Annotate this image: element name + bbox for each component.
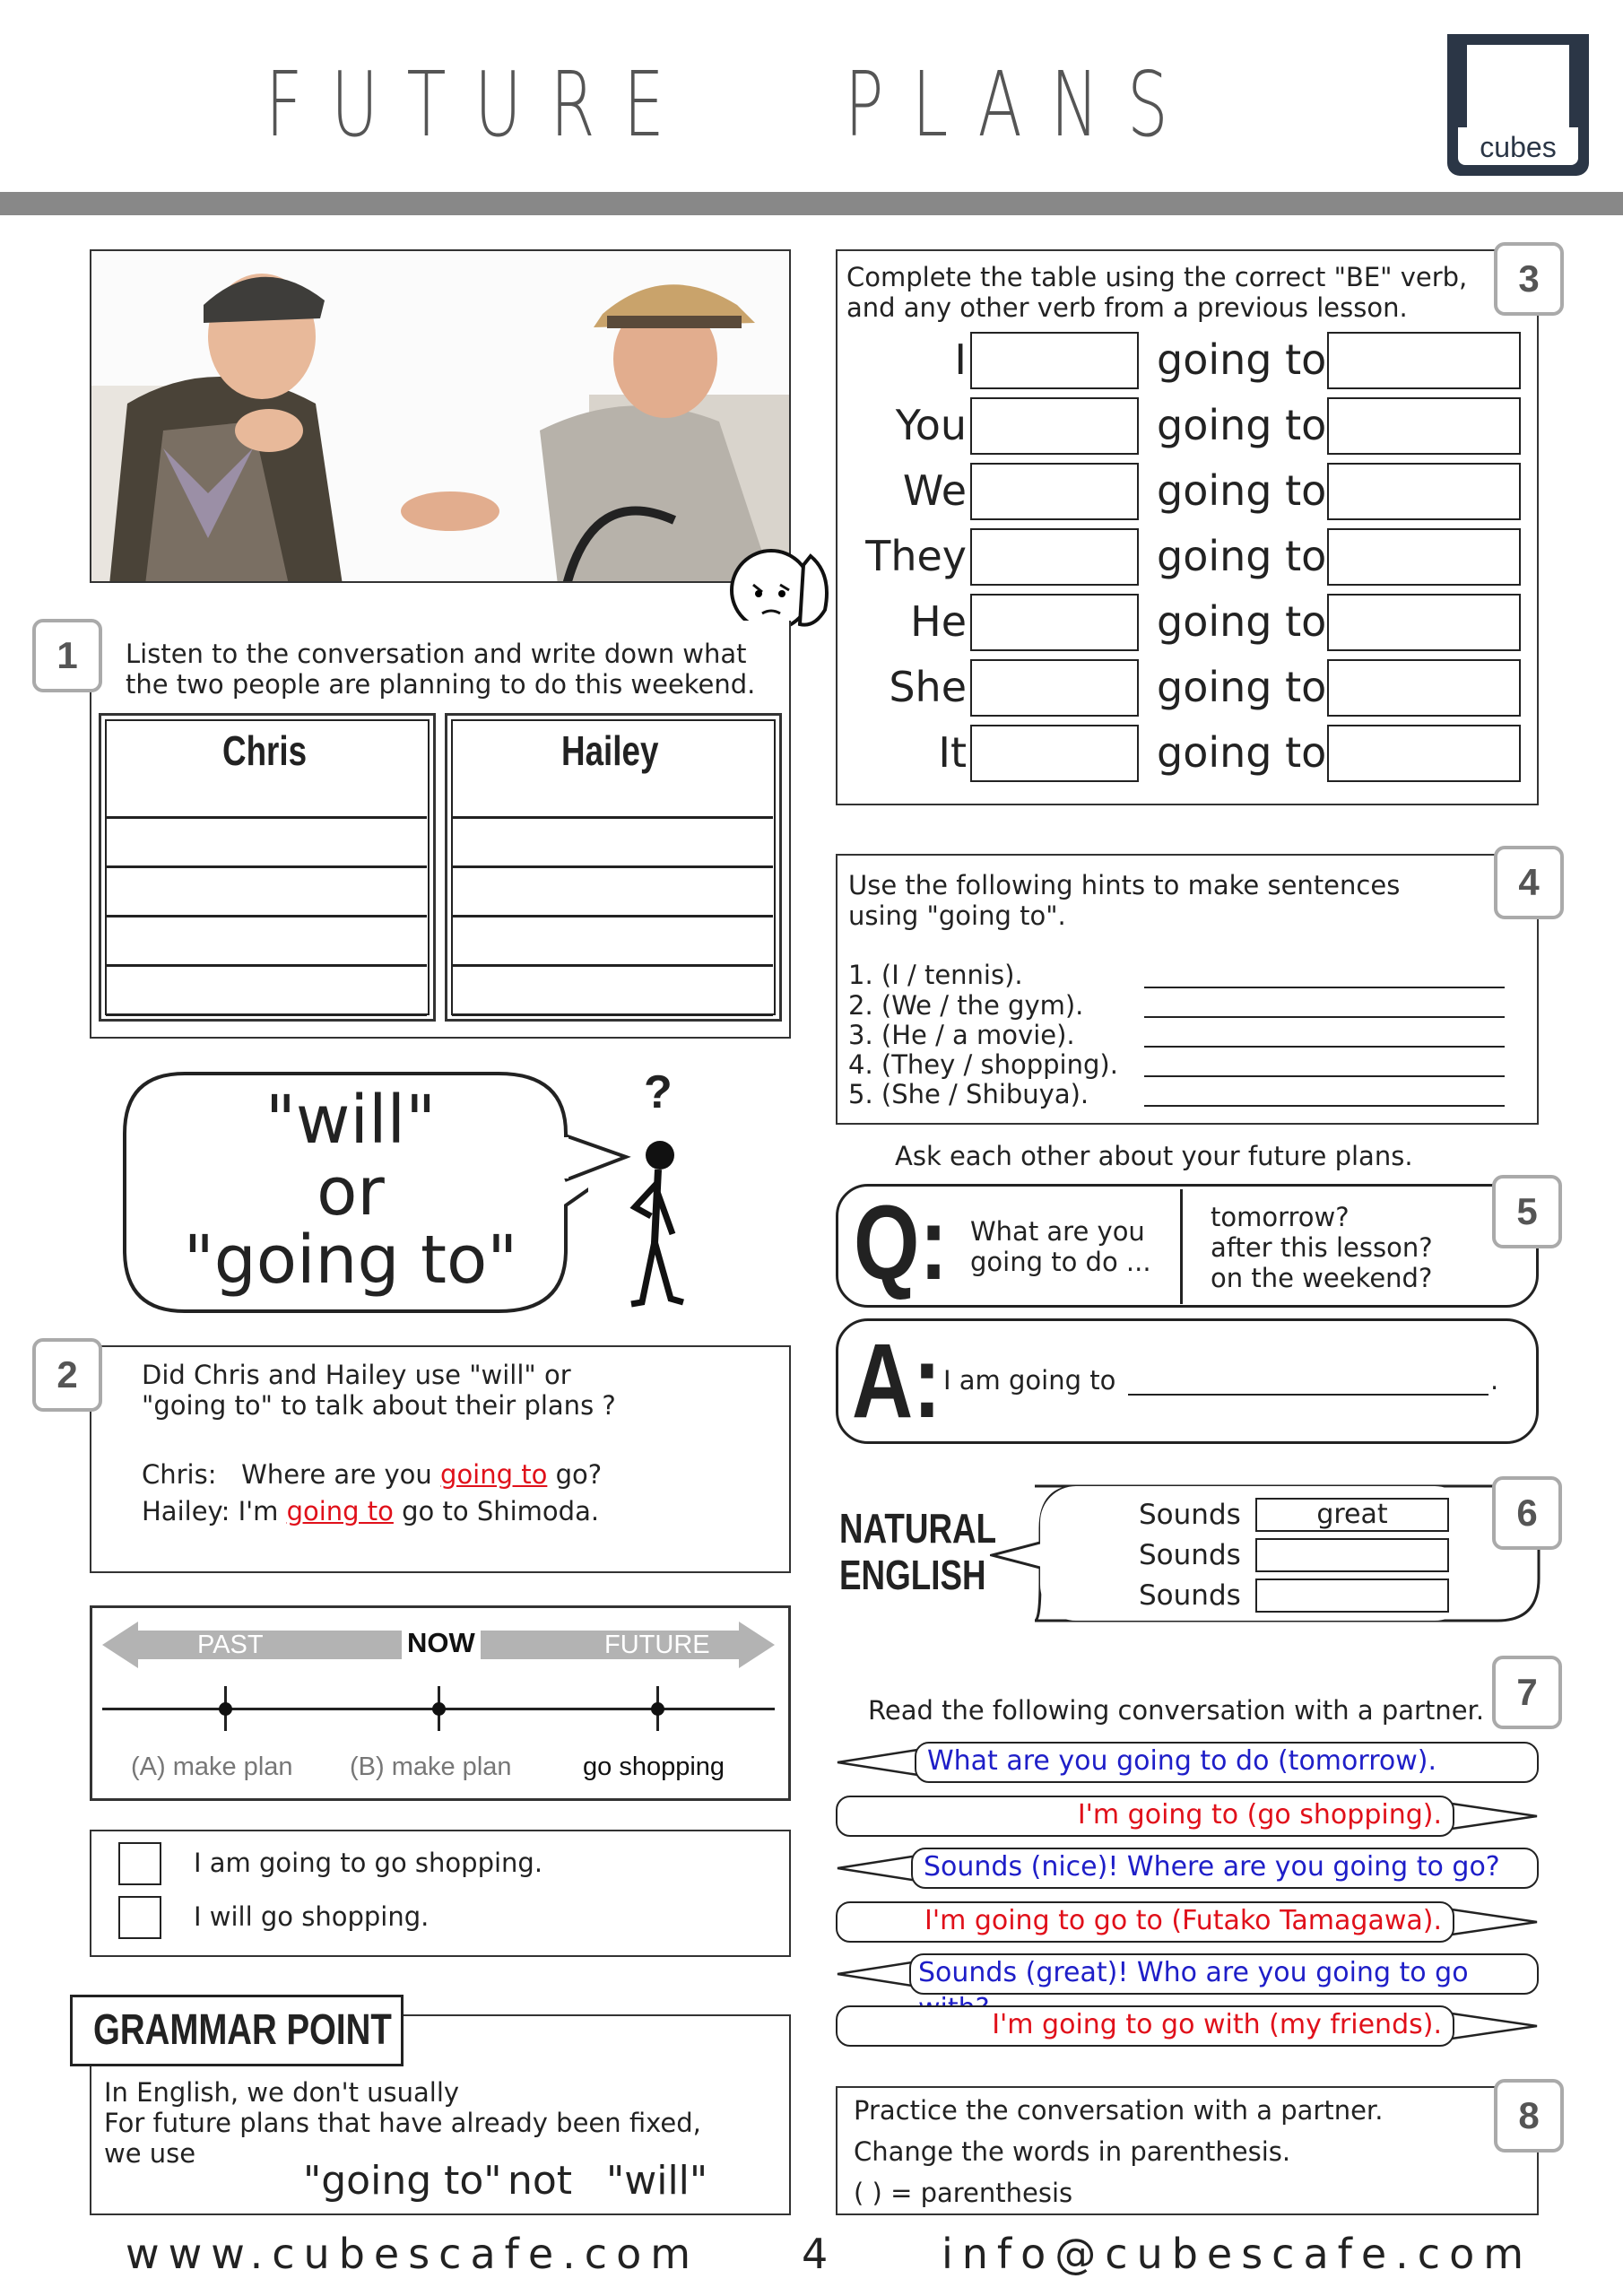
subject-label: You	[895, 401, 967, 449]
answer-line	[106, 1013, 427, 1016]
tail-right	[1444, 1901, 1539, 1943]
answer-line	[452, 865, 773, 868]
hint-answer-line	[1144, 1105, 1505, 1107]
section5-intro: Ask each other about your future plans.	[895, 1141, 1413, 1171]
subject-label: They	[865, 532, 967, 580]
be-verb-blank[interactable]	[970, 397, 1139, 455]
verb-blank[interactable]	[1327, 397, 1521, 455]
highlight-going-to: going to	[286, 1496, 394, 1526]
hint-answer-line	[1144, 1075, 1505, 1077]
question-mark: ?	[644, 1066, 673, 1118]
grammar-line1: In English, we don't usually	[104, 2077, 460, 2108]
chris-column-header: Chris	[222, 727, 308, 774]
section3-number: 3	[1494, 242, 1564, 316]
timeline-label-a: (A) make plan	[131, 1752, 293, 1781]
be-verb-blank[interactable]	[970, 332, 1139, 389]
subject-label: He	[910, 597, 967, 646]
tail-right	[1444, 2005, 1539, 2047]
timeline-label-c: go shopping	[583, 1752, 725, 1781]
subject-label: It	[938, 728, 967, 777]
timeline-label-b: (B) make plan	[350, 1752, 512, 1781]
answer-line	[452, 1013, 773, 1016]
going-to-label: going to	[1157, 597, 1327, 646]
answer-line	[106, 816, 427, 819]
option-will: I will go shopping.	[194, 1901, 430, 1932]
section7-number: 7	[1492, 1656, 1562, 1729]
conversation-line: I'm going to go with (my friends).	[836, 2005, 1454, 2047]
hint-item: 3. (He / a movie).	[848, 1020, 1075, 1050]
hailey-line: Hailey: I'm going to go to Shimoda.	[142, 1496, 600, 1526]
section2-question: Did Chris and Hailey use "will" or "going to" to talk about their plans ?	[142, 1360, 616, 1421]
conversation-line: I'm going to (go shopping).	[836, 1796, 1454, 1837]
sounds-blank[interactable]	[1255, 1538, 1449, 1572]
tail-right	[1444, 1796, 1539, 1837]
hint-answer-line	[1144, 987, 1505, 988]
highlight-going-to: going to	[440, 1459, 548, 1490]
going-to-label: going to	[1157, 728, 1327, 777]
tail-left	[836, 1742, 925, 1783]
sounds-word: Sounds	[1139, 1579, 1241, 1612]
subject-label: I	[954, 335, 967, 384]
verb-blank[interactable]	[1327, 463, 1521, 520]
footer-page-number: 4	[802, 2230, 829, 2278]
grammar-going-to: "going to"	[303, 2158, 502, 2204]
answer-line	[452, 915, 773, 918]
section8-line3: ( ) = parenthesis	[854, 2178, 1073, 2208]
natural-label: NATURAL	[839, 1505, 997, 1552]
q-option: tomorrow?	[1211, 1202, 1350, 1232]
timeline-dot	[651, 1702, 664, 1716]
hint-item: 4. (They / shopping).	[848, 1049, 1118, 1080]
sounds-blank[interactable]	[1255, 1578, 1449, 1613]
conversation-line: What are you going to do (tomorrow).	[915, 1742, 1539, 1783]
verb-blank[interactable]	[1327, 332, 1521, 389]
grammar-line3: we use	[104, 2138, 196, 2169]
verb-blank[interactable]	[1327, 659, 1521, 717]
timeline-dot	[219, 1702, 232, 1716]
section3-instruction: Complete the table using the correct "BE" verb, and any other verb from a previous lesson.	[846, 262, 1468, 323]
section2-number: 2	[32, 1338, 102, 1412]
page-title-word1: FUTURE	[265, 52, 693, 157]
verb-blank[interactable]	[1327, 594, 1521, 651]
section6-number: 6	[1492, 1476, 1562, 1550]
going-to-label: going to	[1157, 335, 1327, 384]
a-period: .	[1490, 1365, 1499, 1396]
timeline-future: FUTURE	[604, 1631, 710, 1659]
q-letter: Q:	[854, 1184, 948, 1302]
be-verb-blank[interactable]	[970, 659, 1139, 717]
answer-line	[106, 964, 427, 967]
timeline-past: PAST	[197, 1631, 264, 1659]
grammar-will: "will"	[606, 2158, 708, 2204]
timeline-dot	[432, 1702, 446, 1716]
option-checkbox[interactable]	[118, 1896, 161, 1939]
verb-blank[interactable]	[1327, 528, 1521, 586]
verb-blank[interactable]	[1327, 725, 1521, 782]
subject-label: She	[889, 663, 967, 711]
sounds-word: Sounds	[1139, 1499, 1241, 1531]
hint-item: 5. (She / Shibuya).	[848, 1079, 1089, 1109]
be-verb-blank[interactable]	[970, 594, 1139, 651]
section8-number: 8	[1494, 2079, 1564, 2152]
a-text: I am going to	[943, 1365, 1116, 1396]
section1-number: 1	[32, 619, 102, 692]
answer-line	[106, 915, 427, 918]
logo-text: cubes	[1480, 131, 1557, 163]
bubble-line-or: or	[317, 1153, 385, 1231]
option-checkbox[interactable]	[118, 1842, 161, 1885]
going-to-label: going to	[1157, 466, 1327, 515]
page-title-word2: PLANS	[845, 52, 1197, 157]
bubble-line-will: "will"	[265, 1082, 437, 1159]
answer-line	[106, 865, 427, 868]
grammar-line2: For future plans that have already been fixed,	[104, 2108, 701, 2138]
be-verb-blank[interactable]	[970, 725, 1139, 782]
photo-two-men	[90, 249, 791, 583]
sounds-word: Sounds	[1139, 1539, 1241, 1571]
section8-line2: Change the words in parenthesis.	[854, 2136, 1291, 2167]
grammar-not: not	[508, 2158, 573, 2204]
chris-line: Chris: Where are you going to go?	[142, 1459, 603, 1490]
conversation-line: Sounds (great)! Who are you going to go	[909, 1953, 1539, 1995]
going-to-label: going to	[1157, 401, 1327, 449]
q-divider	[1180, 1189, 1183, 1304]
q-option: after this lesson?	[1211, 1232, 1433, 1263]
section8-line1: Practice the conversation with a partner.	[854, 2095, 1384, 2126]
cubes-logo	[1447, 34, 1589, 176]
section1-instruction: Listen to the conversation and write down what the two people are planning to do this weekend.	[126, 639, 756, 700]
be-verb-blank[interactable]	[970, 528, 1139, 586]
section7-intro: Read the following conversation with a partner.	[868, 1695, 1485, 1726]
hailey-column-header: Hailey	[561, 727, 659, 774]
conversation-line: I'm going to go to (Futako Tamagawa).	[836, 1901, 1454, 1943]
answer-line	[452, 816, 773, 819]
be-verb-table	[843, 332, 1524, 784]
footer-email[interactable]: info@cubescafe.com	[942, 2230, 1533, 2278]
bubble-line-going-to: "going to"	[183, 1222, 518, 1299]
going-to-label: going to	[1157, 663, 1327, 711]
subject-label: We	[902, 466, 967, 515]
footer-website[interactable]: www.cubescafe.com	[126, 2230, 700, 2278]
hint-item: 1. (I / tennis).	[848, 960, 1023, 990]
q-option: on the weekend?	[1211, 1263, 1433, 1293]
answer-line	[452, 964, 773, 967]
header-bar	[0, 192, 1623, 215]
a-answer-line[interactable]	[1128, 1394, 1488, 1396]
be-verb-blank[interactable]	[970, 463, 1139, 520]
timeline-now: NOW	[402, 1625, 481, 1661]
q-text: What are you going to do ...	[970, 1216, 1151, 1277]
section5-number: 5	[1492, 1175, 1562, 1248]
conversation-line: Sounds (nice)! Where are you going to go?	[911, 1848, 1539, 1889]
option-going-to: I am going to go shopping.	[194, 1848, 543, 1878]
hint-item: 2. (We / the gym).	[848, 990, 1084, 1021]
english-label: ENGLISH	[839, 1552, 986, 1598]
hint-answer-line	[1144, 1046, 1505, 1048]
a-letter: A:	[852, 1322, 942, 1440]
going-to-label: going to	[1157, 532, 1327, 580]
sounds-blank[interactable]: great	[1255, 1498, 1449, 1532]
section4-instruction: Use the following hints to make sentences using "going to".	[848, 870, 1401, 931]
section4-number: 4	[1494, 846, 1564, 919]
grammar-title: GRAMMAR POINT	[93, 2006, 392, 2054]
hint-answer-line	[1144, 1016, 1505, 1018]
